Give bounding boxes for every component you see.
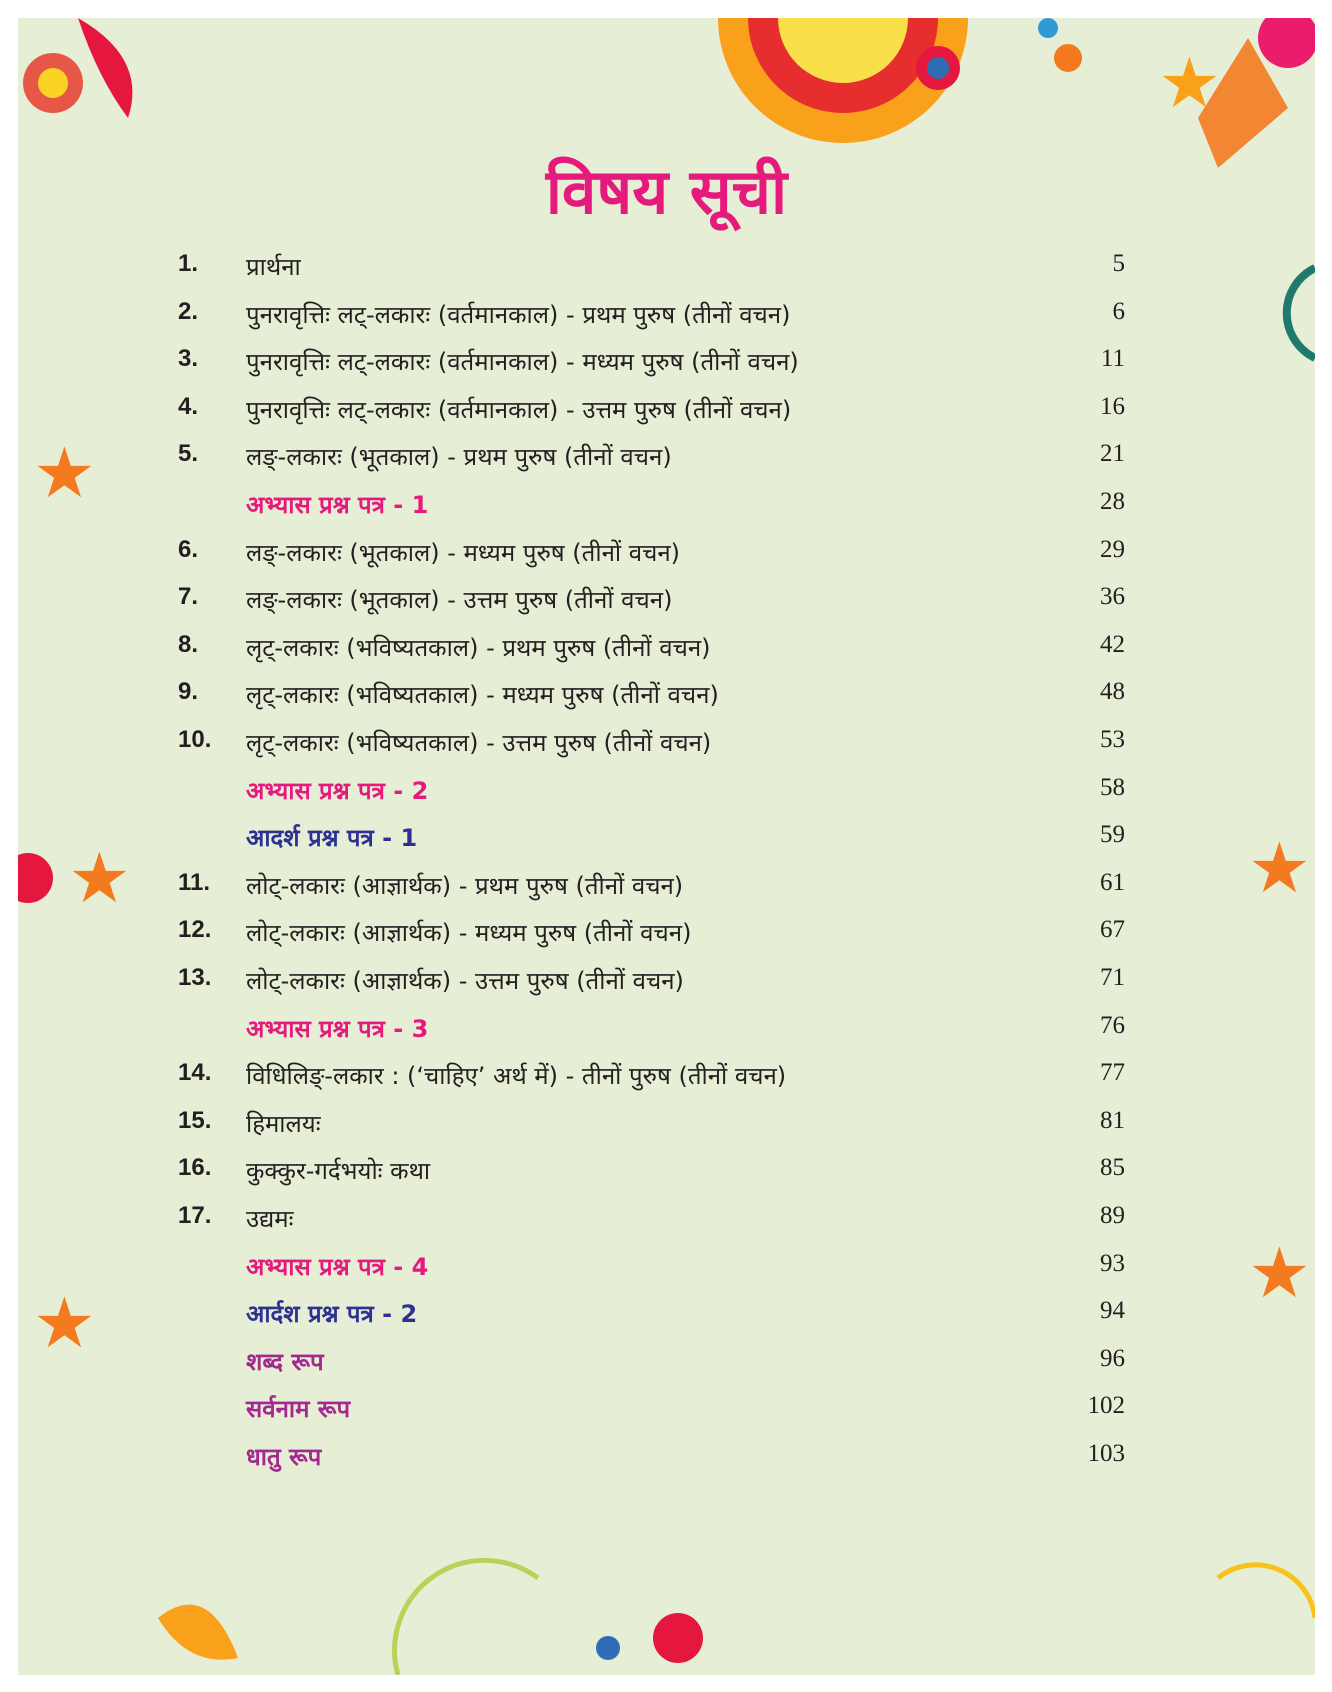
entry-title: पुनरावृत्तिः लट्-लकारः (वर्तमानकाल) - उत्तम पुरुष (तीनों वचन) [246,395,792,424]
entry-page-number: 21 [1100,440,1125,468]
toc-entry[interactable] [18,1107,1315,1147]
entry-page-number: 5 [1112,250,1125,277]
entry-title: आदर्श प्रश्न पत्र - 1 [246,824,418,853]
toc-entry[interactable] [18,821,1315,861]
entry-number: 14. [178,1059,212,1087]
entry-page-number: 6 [1112,297,1125,325]
toc-entry[interactable] [18,393,1315,433]
entry-number: 15. [178,1106,212,1134]
entry-number: 11. [178,868,211,896]
entry-page-number: 96 [1100,1344,1125,1372]
entry-number: 4. [178,392,199,420]
entry-title: लोट्-लकारः (आज्ञार्थक) - प्रथम पुरुष (तीनों वचन) [246,871,684,900]
entry-page-number: 59 [1100,821,1125,849]
toc-entry[interactable] [18,1154,1315,1194]
toc-entry[interactable] [18,440,1315,480]
entry-title: लृट्-लकारः (भविष्यतकाल) - प्रथम पुरुष (तीनों वचन) [246,633,711,662]
entry-number: 1. [178,250,199,277]
toc-entry[interactable] [18,1392,1315,1432]
entry-number: 9. [178,678,199,706]
entry-page-number: 11 [1100,345,1125,373]
entry-title: लङ्-लकारः (भूतकाल) - मध्यम पुरुष (तीनों वचन) [246,538,681,567]
toc-entry[interactable] [18,1012,1315,1052]
entry-number: 5. [178,440,199,468]
entry-title: आर्दश प्रश्न पत्र - 2 [246,1300,418,1329]
entry-title: लङ्-लकारः (भूतकाल) - प्रथम पुरुष (तीनों वचन) [246,443,672,472]
entry-title: अभ्यास प्रश्न पत्र - 1 [246,491,429,519]
entry-page-number: 16 [1100,392,1125,420]
entry-title: उद्यमः [246,1205,294,1233]
toc-entry[interactable] [18,678,1315,718]
entry-title: पुनरावृत्तिः लट्-लकारः (वर्तमानकाल) - मध्यम पुरुष (तीनों वचन) [246,348,799,377]
entry-page-number: 77 [1100,1059,1125,1087]
page-title: विषय सूची [545,155,788,228]
entry-page-number: 67 [1100,916,1125,944]
entry-number: 3. [178,345,199,373]
toc-entry[interactable] [18,583,1315,623]
toc-page [18,18,1315,1675]
entry-page-number: 61 [1100,868,1125,896]
entry-title: अभ्यास प्रश्न पत्र - 3 [246,1014,429,1043]
entry-title: लोट्-लकारः (आज्ञार्थक) - मध्यम पुरुष (तीनों वचन) [246,919,692,948]
entry-title: लङ्-लकारः (भूतकाल) - उत्तम पुरुष (तीनों वचन) [246,586,673,615]
toc-entry[interactable] [18,964,1315,1004]
toc-entry[interactable] [18,774,1315,814]
entry-page-number: 71 [1100,964,1125,991]
entry-number: 7. [178,583,199,611]
entry-number: 12. [178,916,212,944]
toc-entry[interactable] [18,1059,1315,1099]
entry-page-number: 58 [1100,773,1125,801]
toc-entry[interactable] [18,1345,1315,1385]
entry-page-number: 29 [1100,535,1125,563]
entry-title: सर्वनाम रूप [246,1395,351,1424]
entry-page-number: 48 [1100,678,1125,706]
entry-page-number: 102 [1087,1392,1125,1420]
entry-page-number: 53 [1100,726,1125,753]
entry-number: 2. [178,297,199,325]
toc-entry[interactable] [18,916,1315,956]
entry-number: 16. [178,1154,212,1182]
star-icon: ★ [68,837,131,919]
toc-entry[interactable] [18,488,1315,528]
entry-title: प्रार्थना [246,253,301,281]
toc-entry[interactable] [18,869,1315,909]
entry-title: अभ्यास प्रश्न पत्र - 4 [246,1252,429,1281]
entry-number: 8. [178,630,199,658]
toc-entry[interactable] [18,250,1315,290]
star-icon: ★ [1248,827,1311,909]
entry-page-number: 94 [1100,1297,1125,1325]
toc-entry[interactable] [18,1250,1315,1290]
star-icon: ★ [1248,1232,1311,1314]
entry-title: पुनरावृत्तिः लट्-लकारः (वर्तमानकाल) - प्रथम पुरुष (तीनों वचन) [246,300,791,329]
entry-page-number: 85 [1100,1154,1125,1182]
entry-page-number: 42 [1100,630,1125,658]
star-icon: ★ [33,432,96,514]
toc-entry[interactable] [18,631,1315,671]
star-icon: ★ [33,1282,96,1364]
entry-title: शब्द रूप [246,1347,324,1376]
entry-page-number: 103 [1087,1440,1125,1467]
toc-entry[interactable] [18,1440,1315,1480]
entry-title: लृट्-लकारः (भविष्यतकाल) - मध्यम पुरुष (तीनों वचन) [246,681,719,710]
entry-title: लृट्-लकारः (भविष्यतकाल) - उत्तम पुरुष (तीनों वचन) [246,729,712,757]
entry-title: धातु रूप [246,1443,322,1471]
entry-number: 13. [178,964,212,991]
toc-entry[interactable] [18,1297,1315,1337]
entry-page-number: 89 [1100,1202,1125,1229]
entry-page-number: 93 [1100,1249,1125,1277]
toc-entry[interactable] [18,1202,1315,1242]
entry-title: अभ्यास प्रश्न पत्र - 2 [246,776,429,805]
toc-entry[interactable] [18,345,1315,385]
entry-title: लोट्-लकारः (आज्ञार्थक) - उत्तम पुरुष (तीनों वचन) [246,967,684,995]
entry-title: विधिलिङ्-लकार : (‘चाहिए’ अर्थ में) - तीनों पुरुष (तीनों वचन) [246,1062,787,1091]
entry-number: 6. [178,535,199,563]
entry-title: कुक्कुर-गर्दभयोः कथा [246,1157,431,1186]
entry-number: 17. [178,1202,212,1229]
toc-entry[interactable] [18,536,1315,576]
toc-entry[interactable] [18,726,1315,766]
entry-page-number: 28 [1100,488,1125,515]
entry-title: हिमालयः [246,1109,321,1138]
entry-page-number: 76 [1100,1011,1125,1039]
entry-page-number: 81 [1100,1106,1125,1134]
entry-number: 10. [178,726,212,753]
star-icon: ★ [1158,42,1221,124]
toc-entry[interactable] [18,298,1315,338]
entry-page-number: 36 [1100,583,1125,611]
